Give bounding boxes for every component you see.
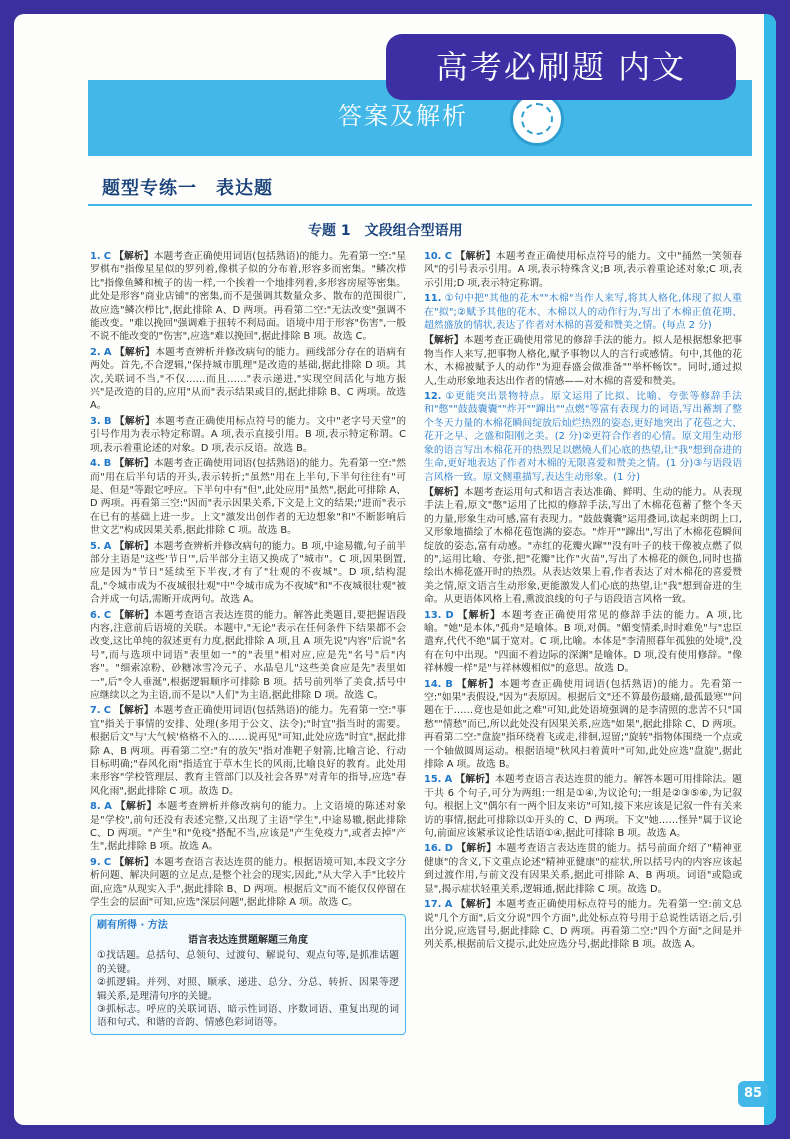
tips-point: ①找话题。总括句、总领句、过渡句、解说句、观点句等,是抓准话题的关键。 (97, 950, 399, 975)
answer-item (90, 856, 406, 910)
analysis-tag: 【解析】 (114, 458, 154, 470)
answer-text: 本题考查正确使用词语(包括熟语)的能力。先看第一空:"如果"表假设,"因为"表原因。根据后文"还不算最伤最痛,最孤最寒""问题在于……竟也是如此之难"可知,此处语境强调的是李清照的悲苦不只"国愁""情愁"而已,所以此处没有因果关系,应选"如果",据此排除 C、D 两项。再看第二空:"盘旋"指环绕着飞或走,徘徊,逗留;"旋转"指物体围绕一个点或一个轴做圆周运动。根据语境"秋风扫着黄叶"可知,此处应选"盘旋",据此排除 A 项。故选 B。 (424, 678, 742, 771)
page-number: 85 (738, 1081, 768, 1107)
answer-number: 11. (424, 293, 442, 305)
analysis-tag: 【解析】 (114, 540, 154, 552)
analysis-tag: 【解析】 (114, 609, 155, 621)
answer-text: 本题考查语言表达连贯的能力。括号前面介绍了"精神亚健康"的含义,下文重点论述"精神亚健康"的症状,所以括号内的内容应该起到过渡作用,与前文没有因果关系,据此可排除 A、B 两项。词语"或隐或显",揭示症状轻重关系,逻辑通,据此排除 C 项。故选 D。 (424, 843, 743, 895)
analysis-tag: 【解析】 (114, 251, 154, 262)
answer-item (90, 415, 406, 455)
answer-text: 本题考查正确使用标点符号的能力。先看第一空:前文总说"几个方面",后文分说"四个方面",此处标点符号用于总说性话语之后,引出分说,应选冒号,据此排除 C、D 两项。再看第二空:"四个方面"之间是并列关系,根据前后文提示,此处应选分号,据此排除 B 项。故选 A。 (424, 899, 742, 951)
answer-number: 13. (424, 609, 442, 621)
answer-choice: C (444, 251, 452, 262)
answer-text: 本题考查正确使用词语(包括熟语)的能力。先看第一空:"星罗棋布"指像星星似的罗列着,像棋子似的分布着,形容多而密集。"鳞次栉比"指像鱼鳞和梳子的齿一样,一个挨着一个地排列着,多形容房屋等密集。此处是形容"商业店铺"的密集,而不是强调其数量众多、散布的范围很广,故应选"鳞次栉比",据此排除 A、D 两项。再看第二空:"无法改变"强调不能改变。"难以挽回"强调难于扭转不利局面。语境中用于形容"伤害",一般不说不能改变的"伤害",应选"难以挽回",据此排除 B 项。故选 C。 (90, 251, 406, 343)
answer-item (424, 773, 742, 840)
answer-text: 本题考查正确使用标点符号的能力。文中"老字号天堂"的引号作用为表示特定称谓。A 项,表示直接引用。B 项,表示特定称谓。C 项,表示着重论述的对象。D 项,表示反语。故选 B。 (90, 415, 406, 454)
answer-item (90, 704, 406, 798)
answer-text: 本题考查运用句式和语言表达准确、鲜明、生动的能力。从表现手法上看,原文"憋"运用了比拟的修辞手法,写出了木棉花苞蓄了整个冬天的力量,形象生动可感,富有表现力。"鼓鼓囊囊"运用叠词,读起来朗朗上口,又形象地描绘了木棉花苞饱满的姿态。"炸开""蹿出",写出了木棉花苞瞬间绽放的姿态,富有动感。"赤红的花瓣火蹿""没有叶子的枝干像被点燃了似的",运用比喻、夸张,把"花瓣"比作"火苗",写出了木棉花的颜色,同时也描绘出木棉花盛开时的热烈。从表达效果上看,作者表达了对木棉花的喜爱赞美之情,原文语言生动形象,更能激发人们心底的热望,让"我"想到奋进的生命。从更语体风格上看,熏波浪线的句子与语段语言风格一致。 (424, 486, 743, 606)
answer-text: 本题考查辨析并修改病句的能力。上文语境的陈述对象是"学校",前句还没有表述完整,又出现了主语"学生",中途易辙,据此排除 C、D 两项。"产生"和"免疫"搭配不当,应该是"产生免疫力",或者去掉"产生",据此排除 B 项。故选 A。 (90, 801, 406, 853)
side-accent-bar (764, 14, 776, 1125)
answer-item (424, 609, 742, 676)
answer-number: 16. (424, 843, 442, 855)
answer-text: 本题考查正确使用词语(包括熟语)的能力。先看第一空:"事宜"指关于事情的安排、处理(多用于公文、法令);"时宜"指当时的需要。根据后文"与'大气候'格格不入的……说再见"可知,此处应选"时宜",据此排除 A、B 两项。再看第二空:"有的放矢"指对准靶子射箭,比喻言论、行动目标明确;"春风化雨"指适宜于草木生长的风雨,比喻良好的教育。此处用来形容"学校管理层、教育主管部门以及社会各界"对青年的指导,应选"春风化雨",据此排除 C 项。故选 D。 (90, 705, 406, 797)
answer-item (424, 250, 742, 290)
answer-number: 4. (90, 458, 101, 470)
answer-item (424, 334, 742, 388)
answer-number: 5. (90, 540, 101, 552)
tips-point: ②抓逻辑。并列、对照、顺承、递进、总分、分总、转折、因果等逻辑关系,是理清句序的关键。 (97, 977, 399, 1002)
answer-text: 本题考查语言表达连贯的能力。解答本题可用排除法。题干共 6 个句子,可分为两组:一组是①④,为议论句;一组是②③⑤⑥,为记叙句。根据上文"偶尔有一两个旧友来访"可知,接下来应该是记叙一件有关来访的事情,据此可排除以①开头的 C、D 两项。下文"她……怪异"属于议论句,前面应该紧承议论性话语①④,据此可排除 B 项。故选 A。 (424, 774, 743, 840)
badge-seal-icon (510, 92, 564, 146)
answer-number: 10. (424, 251, 442, 262)
answer-choice: D (445, 609, 454, 621)
analysis-tag: 【解析】 (424, 486, 464, 498)
answer-text: 本题考查正确使用常见的修辞手法的能力。A 项,比喻。"她"是本体,"孤舟"是喻体。B 项,对偶。"媚变情柔,时时难免"与"忠臣遣弃,代代不绝"属于宽对。C 项,比喻。本体是"李清照暮年孤独的处境",没有在句中出现。"四面不着边际的深渊"是喻体。D 项,没有使用修辞。"像祥林嫂一样"是"与祥林嫂相似"的意思。故选 D。 (424, 609, 743, 675)
analysis-tag: 【解析】 (456, 843, 497, 855)
analysis-tag: 【解析】 (456, 678, 500, 690)
answer-item (90, 457, 406, 537)
right-column (424, 250, 742, 954)
answer-choice: C (103, 609, 112, 621)
answer-choice: A (104, 801, 112, 813)
answer-highlight: ①句中把"其他的花木""木棉"当作人来写,将其人格化,体现了拟人重在"拟";②赋予其他的花木、木棉以人的动作行为,写出了木棉正值花期、超然盛放的情状,表达了作者对木棉的喜爱和赞美之情。(每点 2 分) (424, 293, 742, 332)
analysis-tag: 【解析】 (455, 774, 495, 786)
answer-choice: C (103, 856, 112, 868)
answer-number: 2. (90, 346, 101, 358)
section-title: 题型专练一 表达题 (102, 178, 273, 199)
answer-item (90, 609, 406, 703)
answer-choice: A (444, 899, 453, 911)
topic-title: 专题 1 文段组合型语用 (308, 223, 463, 239)
answer-choice: B (103, 458, 112, 470)
answer-number: 14. (424, 678, 442, 690)
answer-number: 1. (90, 251, 101, 262)
analysis-tag: 【解析】 (114, 856, 155, 868)
answer-choice: A (103, 346, 112, 358)
answer-item (424, 390, 742, 484)
answer-text: 本题考查语言表达连贯的能力。根据语境可知,本段文字分析问题、解决问题的立足点,是整个社会的现实,因此,"从大学入手"比较片面,应选"从现实入手",据此排除 B、D 两项。根据后文"而不能仅仅停留在学生会的层面"可知,应选"深层问题",据此排除 A 项。故选 C。 (90, 856, 407, 909)
answer-text: 本题考查语言表达连贯的能力。解答此类题目,要把握语段内容,注意前后语境的关联。本题中,"无论"表示在任何条件下结果都不会改变,这比单纯的叙述更有力度,据此排除 A 项,且 A 项先说"内容"后说"名号",而与选项中词语"表里如一"的"表里"相对应,应是先"名号"后"内容"。"细索凉粉、砂糖冰雪冷元子、水晶皂儿"这些美食应是先"表里如一",后"令人垂涎",根据逻辑顺序可排除 B 项。括号前列举了美食,括号中应继续以之为主语,而不是以"人们"为主语,据此排除 D 项。故选 C。 (90, 609, 407, 701)
answer-text: 本题考查正确使用常见的修辞手法的能力。拟人是根据想象把事物当作人来写,把事物人格化,赋予事物以人的言行或感情。句中,其他的花木、木棉被赋予人的动作"为迎春盛会做准备""举杯畅饮"。同时,通过拟人,生动形象地表达出作者的情感——对木棉的喜爱和赞美。 (424, 335, 743, 387)
analysis-tag: 【解析】 (424, 335, 464, 347)
answer-item (90, 800, 406, 854)
page-title: 答案及解析 (338, 102, 468, 130)
analysis-tag: 【解析】 (115, 801, 158, 813)
analysis-tag: 【解析】 (114, 705, 154, 717)
header-tab: 高考必刷题 内文 (386, 34, 736, 100)
answer-item (424, 292, 742, 332)
answer-item (90, 250, 406, 344)
analysis-tag: 【解析】 (455, 899, 497, 911)
answer-item (424, 486, 742, 607)
answer-number: 8. (90, 801, 101, 813)
analysis-tag: 【解析】 (457, 609, 502, 621)
left-items (90, 250, 406, 910)
analysis-tag: 【解析】 (455, 251, 496, 262)
answer-item (424, 678, 742, 772)
answer-text: 本题考查辨析并修改病句的能力。B 项,中途易辙,句子前半部分主语是"这些'节日'",后半部分主语又换成了"城市"。C 项,因果倒置,应是因为"节日"延续至下半夜,才有了"壮观的不夜城"。D 项,结构混乱,"令城市成为不夜城很壮观"中"令城市成为不夜城"和"不夜城很壮观"被合并成一句话,需断开成两句。故选 A。 (90, 540, 406, 606)
answer-text: 本题考查辨析并修改病句的能力。画线部分存在的语病有两处。首先,不合逻辑,"保持城市肌理"是改造的基础,据此排除 D 项。其次,关联词不当,"不仅……而且……"表示递进,"实现空间活化与地方振兴"是改造的目的,应用"从而"表示结果或目的,据此排除 B、C 两项。故选 A。 (90, 346, 406, 412)
section-rule (88, 204, 752, 206)
answer-item (424, 842, 742, 896)
answer-number: 6. (90, 609, 101, 621)
answer-text: 本题考查正确使用标点符号的能力。文中"捅然一笑领春风"的引号表示引用。A 项,表示特殊含义;B 项,表示着重论述对象;C 项,表示引用;D 项,表示特定称谓。 (424, 251, 743, 289)
answer-choice: B (103, 415, 112, 427)
answer-choice: D (444, 843, 453, 855)
answer-number: 7. (90, 705, 101, 717)
answer-item (90, 346, 406, 413)
answer-choice: C (103, 705, 111, 717)
tips-title: 语言表达连贯题解题三角度 (188, 934, 308, 946)
answer-choice: B (445, 678, 453, 690)
answer-choice: A (103, 540, 112, 552)
tips-point: ③抓标志。呼应的关联词语、暗示性词语、序数词语、重复出现的词语和句式、和谐的音韵、情感色彩词语等。 (97, 1003, 399, 1029)
answer-choice: C (103, 251, 111, 262)
analysis-tag: 【解析】 (114, 346, 156, 358)
answer-item (424, 898, 742, 952)
answer-number: 15. (424, 774, 442, 786)
answer-item (90, 540, 406, 607)
answer-number: 17. (424, 899, 442, 911)
right-items (424, 250, 742, 952)
answer-highlight: ①更能突出景物特点。原文运用了比拟、比喻、夸张等修辞手法和"憋""鼓鼓囊囊""炸开""蹿出""点燃"等富有表现力的词语,写出蓄割了整个冬天力量的木棉花瞬间绽放后灿烂热烈的姿态,更好地突出了花苞之大、花开之早、之盛和阳刚之美。(2 分)②更符合作者的心情。原文用生动形象的语言写出木棉花开的热烈足以燃燒人们心底的热望,让"我"想到奋进的生命,更好地表达了作者对木棉的无限喜爱和赞美之情。(1 分)③与语段语言风格一致。原文侧重描写,表达生动形象。(1 分) (424, 391, 742, 483)
answer-number: 9. (90, 856, 101, 868)
tips-box (90, 914, 406, 1035)
tips-head: 刷有所得 · 方法 (97, 919, 168, 931)
seal-inner-ring (521, 103, 553, 135)
answer-text: 本题考查正确使用词语(包括熟语)的能力。先看第一空:"然而"用在后半句话的开头,表示转折;"虽然"用在上半句,下半句往往有"可是、但是"等跟它呼应。下半句中有"但",此处应用"虽然",据此可排除 A、D 两项。再看第三空:"因而"表示因果关系,下文是上文的结果;"进而"表示在已有的基础上进一步。上文"激发出创作者的无边想象"和"不断影响后世文艺"构成因果关系,据此排除 C 项。故选 B。 (90, 458, 407, 537)
left-column (90, 250, 406, 1035)
answer-number: 12. (424, 391, 442, 403)
analysis-tag: 【解析】 (114, 415, 156, 427)
answer-number: 3. (90, 415, 101, 427)
answer-choice: A (444, 774, 453, 786)
